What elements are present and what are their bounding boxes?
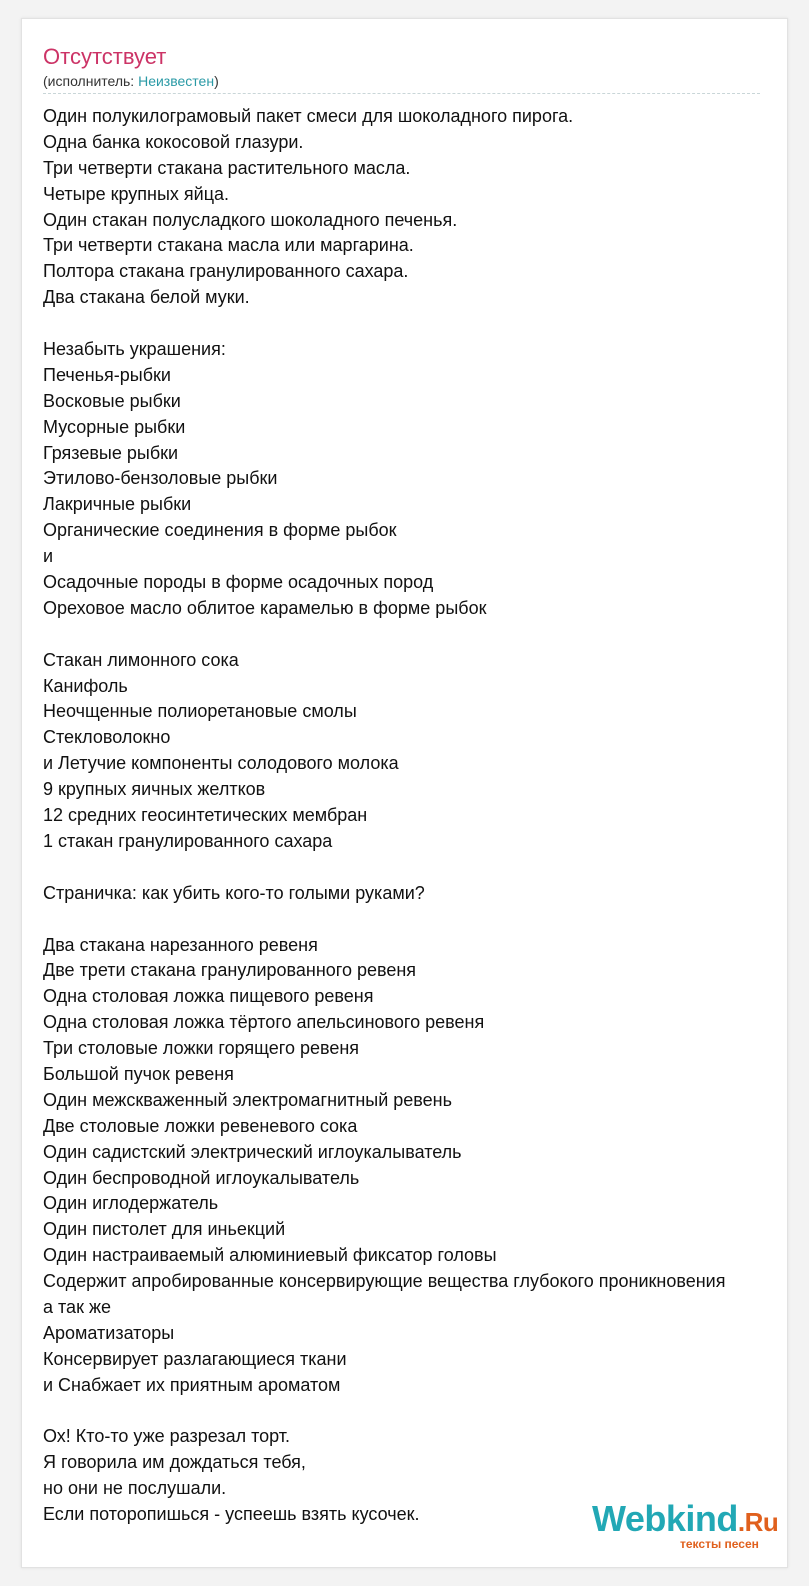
lyric-line: Ароматизаторы xyxy=(43,1322,175,1343)
lyric-line: Полтора стакана гранулированного сахара. xyxy=(43,261,409,282)
lyric-line: Осадочные породы в форме осадочных пород xyxy=(43,572,434,593)
lyric-line: Страничка: как убить кого-то голыми руками? xyxy=(43,882,425,903)
lyric-line: Три четверти стакана масла или маргарина. xyxy=(43,235,414,256)
lyric-line: Стакан лимонного сока xyxy=(43,649,239,670)
lyric-line: Содержит апробированные консервирующие вещества глубокого проникновения xyxy=(43,1271,726,1292)
lyrics-body xyxy=(43,104,788,1528)
lyric-blank-line xyxy=(43,1399,788,1425)
lyric-line: Неочщенные полиоретановые смолы xyxy=(43,701,357,722)
lyric-line: Четыре крупных яйца. xyxy=(43,183,230,204)
lyric-line: а так же xyxy=(43,1296,111,1317)
lyric-line: Один беспроводной иглоукалыватель xyxy=(43,1167,360,1188)
lyric-line: Два стакана нарезанного ревеня xyxy=(43,934,318,955)
lyric-line: Один полукилограмовый пакет смеси для шоколадного пирога. xyxy=(43,106,574,126)
lyric-line: Ох! Кто-то уже разрезал торт. xyxy=(43,1426,291,1447)
lyric-line: Стекловолокно xyxy=(43,727,171,748)
lyric-line: Этилово-бензоловые рыбки xyxy=(43,468,278,489)
lyric-blank-line xyxy=(43,907,788,933)
lyric-line: Один межскваженный электромагнитный ревень xyxy=(43,1089,452,1110)
lyric-line: Большой пучок ревеня xyxy=(43,1063,234,1084)
lyric-line: Две столовые ложки ревеневого сока xyxy=(43,1115,358,1136)
lyric-line: и Летучие компоненты солодового молока xyxy=(43,753,399,774)
title-divider xyxy=(43,93,760,94)
lyric-line: Одна столовая ложка пищевого ревеня xyxy=(43,986,374,1007)
lyric-line: 9 крупных яичных желтков xyxy=(43,779,266,800)
lyric-line: Две трети стакана гранулированного ревеня xyxy=(43,960,417,981)
lyric-line: Одна банка кокосовой глазури. xyxy=(43,131,304,152)
artist-line xyxy=(43,72,219,90)
site-logo[interactable] xyxy=(592,1499,782,1559)
page-card xyxy=(21,18,788,1568)
lyric-line: Лакричные рыбки xyxy=(43,494,192,515)
lyric-line: Грязевые рыбки xyxy=(43,442,179,463)
lyric-line: Я говорила им дождаться тебя, xyxy=(43,1452,306,1473)
artist-suffix: ) xyxy=(214,73,219,89)
lyric-line: 1 стакан гранулированного сахара xyxy=(43,830,333,851)
lyric-line: 12 средних геосинтетических мембран xyxy=(43,805,368,826)
artist-prefix: (исполнитель: xyxy=(43,73,139,89)
logo-tld: .Ru xyxy=(737,1507,779,1537)
lyric-line: Консервирует разлагающиеся ткани xyxy=(43,1348,347,1369)
logo-main-text: Webkind xyxy=(592,1498,738,1539)
logo-subtitle: тексты песен xyxy=(680,1537,759,1551)
lyric-line: Незабыть украшения: xyxy=(43,339,226,360)
lyric-line: Ореховое масло облитое карамелью в форме рыбок xyxy=(43,597,487,618)
lyric-line: Если поторопишься - успеешь взять кусочек. xyxy=(43,1504,420,1525)
lyric-blank-line xyxy=(43,622,788,648)
lyric-line: Один настраиваемый алюминиевый фиксатор головы xyxy=(43,1245,497,1266)
lyric-line: и Снабжает их приятным ароматом xyxy=(43,1374,341,1395)
lyric-line: Два стакана белой муки. xyxy=(43,287,250,308)
lyric-line: Органические соединения в форме рыбок xyxy=(43,520,397,541)
lyric-line: Один иглодержатель xyxy=(43,1193,219,1214)
lyric-line: Один стакан полусладкого шоколадного печенья. xyxy=(43,209,458,230)
logo-wordmark xyxy=(592,1499,778,1542)
lyric-line: Три четверти стакана растительного масла. xyxy=(43,157,411,178)
lyric-line: но они не послушали. xyxy=(43,1478,227,1499)
lyric-line: Мусорные рыбки xyxy=(43,416,186,437)
lyric-line: Восковые рыбки xyxy=(43,390,181,411)
lyric-line: Печенья-рыбки xyxy=(43,364,171,385)
lyric-line: Три столовые ложки горящего ревеня xyxy=(43,1038,360,1059)
lyric-blank-line xyxy=(43,311,788,337)
lyric-line: и xyxy=(43,546,54,567)
lyric-line: Канифоль xyxy=(43,675,128,696)
song-title: Отсутствует xyxy=(43,44,167,69)
lyric-line: Один пистолет для иньекций xyxy=(43,1219,286,1240)
lyric-line: Одна столовая ложка тёртого апельсинового ревеня xyxy=(43,1012,485,1033)
lyric-line: Один садистский электрический иглоукалыватель xyxy=(43,1141,462,1162)
lyric-blank-line xyxy=(43,855,788,881)
artist-link[interactable]: Неизвестен xyxy=(138,73,215,89)
